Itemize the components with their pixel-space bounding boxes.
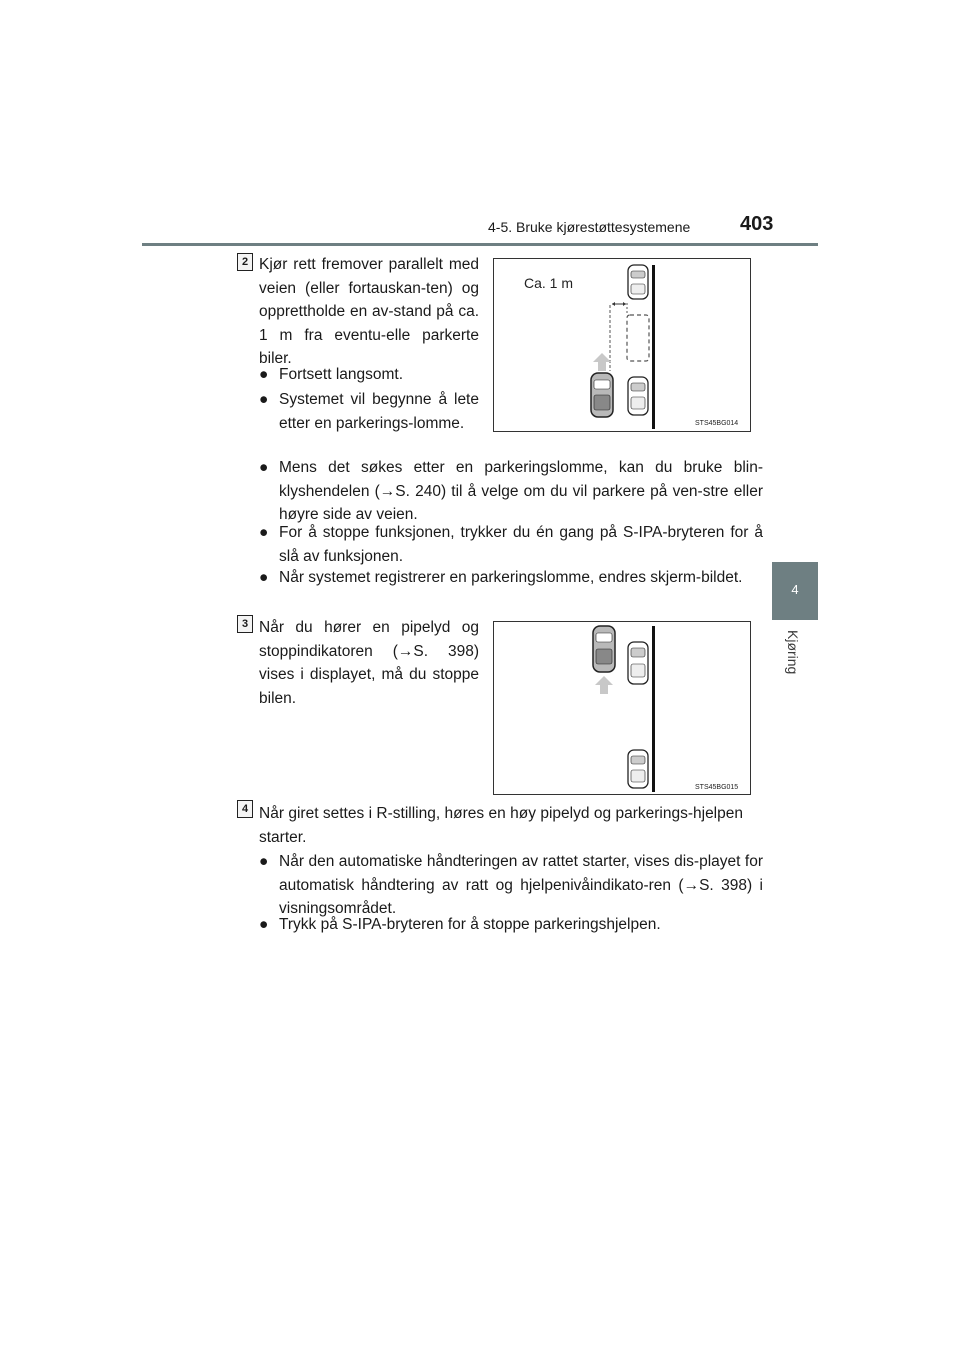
step-2-bullet-1: [259, 363, 479, 387]
step-2-bullet-4: [259, 521, 763, 568]
chapter-number: 4: [791, 582, 799, 597]
bullet-text: For å stoppe funksjonen, trykker du én gang på S-IPA-bryteren for å slå av funksjonen.: [279, 524, 763, 565]
figure-code: STS45BG015: [695, 784, 739, 791]
step-2-badge: 2: [237, 253, 253, 271]
bullet-text: Trykk på S-IPA-bryteren for å stoppe parkeringshjelpen.: [279, 916, 661, 933]
curb-line: [652, 626, 655, 792]
own-car: [591, 373, 613, 417]
bullet-dot: ●: [259, 391, 269, 408]
step-2-bullet-5: [259, 566, 763, 590]
parking-pocket: [627, 315, 649, 361]
step-2-bullet-3: [259, 456, 763, 527]
step-4-badge: 4: [237, 800, 253, 818]
bullet-dot: ●: [259, 524, 269, 541]
bullet-dot: ●: [259, 853, 269, 870]
step-4-text: Når giret settes i R-stilling, høres en høy pipelyd og parkerings-hjelpen starter.: [259, 805, 743, 846]
parked-car-top: [628, 642, 648, 684]
chapter-label: Kjøring: [785, 630, 801, 675]
chapter-tab: [772, 562, 818, 620]
bullet-dot: ●: [259, 569, 269, 586]
parked-car-bottom: [628, 750, 648, 788]
forward-arrow: [595, 676, 613, 694]
curb-line: [652, 265, 655, 429]
parking-diagram-2: [494, 622, 750, 794]
step-2-bullet-2: [259, 388, 479, 435]
distance-label: Ca. 1 m: [524, 275, 574, 291]
step-4-bullet-1: [259, 850, 763, 921]
bullet-text: Når systemet registrerer en parkeringslomme, endres skjerm-bildet.: [279, 569, 743, 586]
figure-code: STS45BG014: [695, 420, 739, 427]
own-car: [593, 626, 615, 672]
bullet-dot: ●: [259, 366, 269, 383]
forward-arrow: [593, 353, 611, 371]
bullet-dot: ●: [259, 916, 269, 933]
section-title: 4-5. Bruke kjørestøttesystemene: [488, 219, 691, 235]
step-4-bullet-2: [259, 913, 763, 937]
header-rule: [142, 243, 818, 246]
bullet-text: Når den automatiske håndteringen av rattet starter, vises dis-playet for automatisk håndtering av ratt og hjelpenivåindikato-ren (→S. 398) i visningsområdet.: [279, 853, 763, 917]
parked-car-top: [628, 265, 648, 299]
bullet-dot: ●: [259, 459, 269, 476]
figure-parallel-driving: [493, 258, 751, 432]
page-number: 403: [740, 213, 774, 235]
step-2-text: Kjør rett fremover parallelt med veien (eller fortauskan-ten) og opprettholde en av-stand på ca. 1 m fra eventu-elle parkerte biler.: [259, 256, 479, 367]
figure-stop-car: [493, 621, 751, 795]
bullet-text: Mens det søkes etter en parkeringslomme, kan du bruke blin-klyshendelen (→S. 240) til å velge om du vil parkere på ven-stre eller høyre side av veien.: [279, 459, 763, 523]
parked-car-bottom: [628, 377, 648, 415]
step-3-badge: 3: [237, 615, 253, 633]
bullet-text: Systemet vil begynne å lete etter en parkerings-lomme.: [279, 391, 479, 432]
bullet-text: Fortsett langsomt.: [279, 366, 404, 383]
step-3-text: Når du hører en pipelyd og stoppindikatoren (→S. 398) vises i displayet, må du stoppe bilen.: [259, 619, 479, 707]
